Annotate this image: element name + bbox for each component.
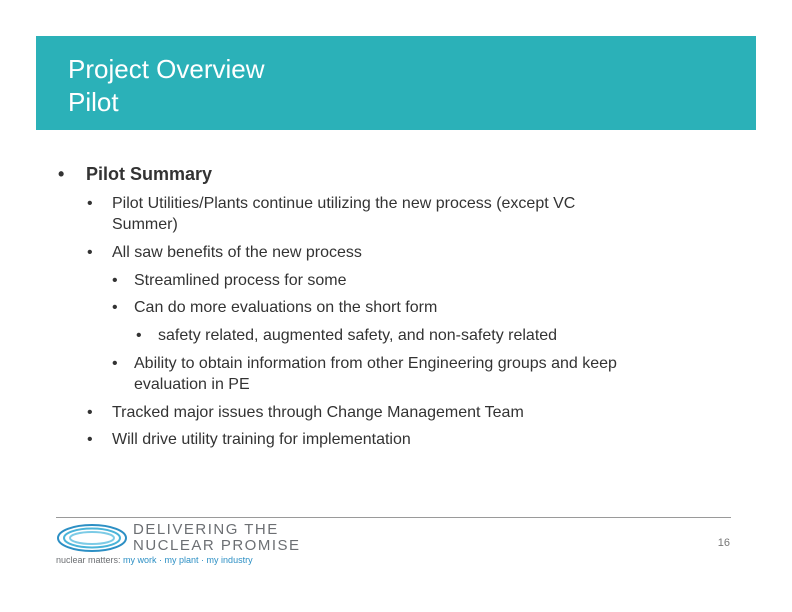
bullet-glyph: •: [87, 431, 93, 448]
logo-rings-icon: [56, 523, 128, 553]
logo-text-line1: DELIVERING THE: [133, 521, 279, 538]
bullet-glyph: •: [87, 244, 93, 261]
tagline-suffix: my work · my plant · my industry: [123, 555, 253, 565]
delivering-the-nuclear-promise-logo: [56, 521, 301, 568]
heading-text: Pilot Summary: [86, 164, 213, 184]
bullet-item-text: All saw benefits of the new process: [112, 244, 362, 261]
bullet-subitem-text: Can do more evaluations on the short form: [134, 299, 438, 316]
bullet-glyph: •: [58, 164, 65, 184]
bullet-item-text: Tracked major issues through Change Management Team: [112, 404, 524, 421]
bullet-glyph: •: [112, 299, 118, 316]
page-number: 16: [717, 537, 730, 549]
slide-subtitle: Pilot: [68, 87, 119, 117]
bullet-glyph: •: [136, 327, 142, 344]
bullet-subitem-text-continued: evaluation in PE: [134, 376, 250, 393]
tagline-prefix: nuclear matters:: [56, 555, 121, 565]
logo-text-line2: NUCLEAR PROMISE: [133, 537, 301, 554]
bullet-subsubitem-text: safety related, augmented safety, and non-safety related: [158, 327, 558, 344]
bullet-glyph: •: [112, 272, 118, 289]
slide-title: Project Overview: [68, 54, 265, 84]
bullet-glyph: •: [112, 355, 118, 372]
footer-divider: [56, 517, 731, 518]
bullet-glyph: •: [87, 404, 93, 421]
bullet-subitem-text: Ability to obtain information from other Engineering groups and keep: [134, 355, 617, 372]
logo-tagline: [56, 555, 253, 566]
bullet-subitem-text: Streamlined process for some: [134, 272, 347, 289]
bullet-item-text: Pilot Utilities/Plants continue utilizing the new process (except VC: [112, 195, 576, 212]
bullet-item-text: Will drive utility training for implementation: [112, 431, 411, 448]
bullet-item-text-continued: Summer): [112, 216, 178, 233]
bullet-glyph: •: [87, 195, 93, 212]
